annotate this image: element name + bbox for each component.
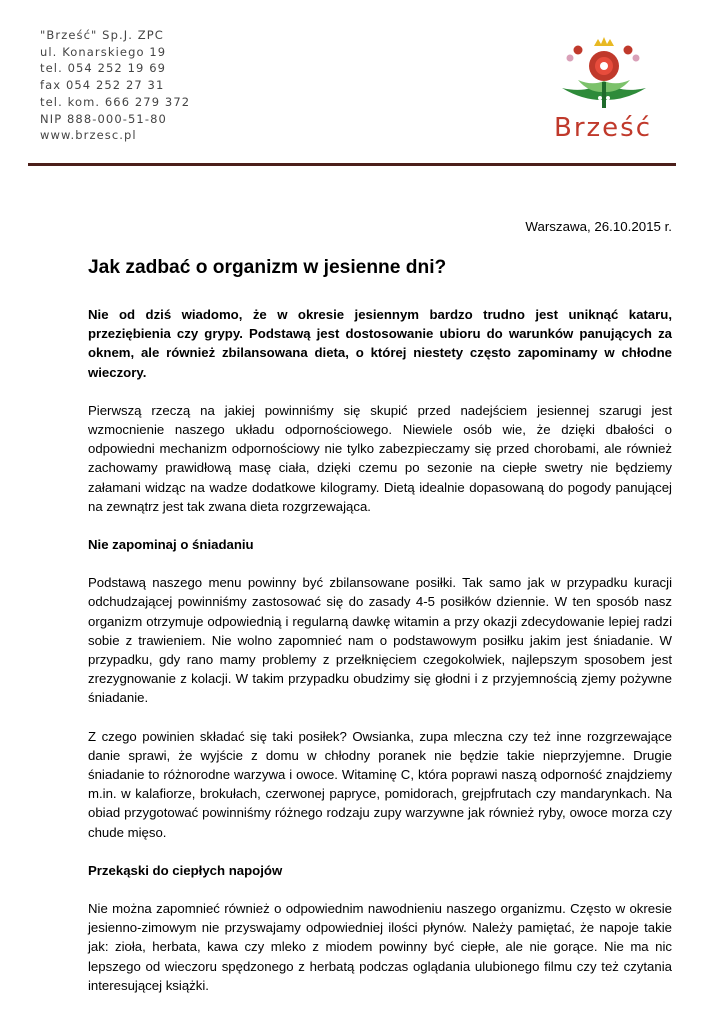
- header-divider: [28, 163, 676, 166]
- company-nip: NIP 888-000-51-80: [40, 111, 167, 126]
- paragraph-2: Podstawą naszego menu powinny być zbilansowane posiłki. Tak samo jak w przypadku kuracji odchudzającej powinniśmy zastosować się do zasady 4-5 posiłków dziennie. W ten sposób nasz organizm otrzymuje odpowiednią i regularną dawkę witamin a przy okazji zdecydowanie lepiej radzi sobie z trawieniem. Nie wolno zapomnieć nam o podstawowym posiłku jakim jest śniadanie. W przypadku, gdy rano mamy problemy z przełknięciem czegokolwiek, najlepszym sposobem jest zrezygnowanie z kolacji. W takim przypadku obudzimy się głodni i z przyjemnością zjemy pożywne śniadanie.: [88, 575, 672, 706]
- company-address: ul. Konarskiego 19: [40, 44, 167, 59]
- letter-date: Warszawa, 26.10.2015 r.: [525, 219, 672, 234]
- paragraph-4: Nie można zapomnieć również o odpowiednim nawodnieniu naszego organizmu. Często w okresie jesienno-zimowym nie przyswajamy odpowiedniej ilości płynów. Należy pamiętać, że napoje takie jak: zioła, herbata, kawa czy mleko z miodem powinny być ciepłe, ale nie gorące. Nie ma nic lepszego od wieczoru spędzonego z herbatą podczas oglądania ulubionego filmu czy też czytania interesującej książki.: [88, 901, 672, 993]
- company-mobile: tel. kom. 666 279 372: [40, 94, 191, 109]
- brzesc-logo: [548, 36, 658, 146]
- article-title: Jak zadbać o organizm w jesienne dni?: [88, 257, 447, 278]
- company-phone: tel. 054 252 19 69: [40, 61, 167, 76]
- section-heading-snacks: Przekąski do ciepłych napojów: [88, 862, 283, 878]
- article-lead: Nie od dziś wiadomo, że w okresie jesiennym bardzo trudno jest uniknąć kataru, przeziębienia czy grypy. Podstawą jest dostosowanie ubioru do warunków panujących za oknem, ale również zbilansowana dieta, o której niestety często zapominamy w chłodne wieczory.: [88, 307, 672, 380]
- article-body: [88, 255, 672, 1014]
- flower-icon: [548, 36, 658, 114]
- paragraph-1: Pierwszą rzeczą na jakiej powinniśmy się skupić przed nadejściem jesiennej szarugi jest wzmocnienie naszego układu odpornościowego. Niewiele osób wie, że dzięki dbałości o odpowiedni mechanizm odpornościowy nie tylko zabezpieczamy się przed chorobami, ale również zachowamy prawidłową masę ciała, dzięki czemu po sezonie na ciepłe swetry nie będziemy załamani widząc na wadze dodatkowe kilogramy. Dietą idealnie dopasowaną do pogody panującej na zewnątrz jest tak zwana dieta rozgrzewająca.: [88, 402, 672, 514]
- company-info: [40, 27, 190, 144]
- company-website: www.brzesc.pl: [40, 128, 137, 143]
- company-fax: fax 054 252 27 31: [40, 78, 165, 93]
- logo-text: Brześć: [553, 113, 652, 143]
- section-heading-breakfast: Nie zapominaj o śniadaniu: [88, 537, 254, 553]
- company-name: "Brześć" Sp.J. ZPC: [40, 28, 164, 42]
- paragraph-3: Z czego powinien składać się taki posiłek? Owsianka, zupa mleczna czy też inne rozgrzewające danie sprawi, że wyjście z domu w chłodny poranek nie będzie takie nieprzyjemne. Drugie śniadanie to różnorodne warzywa i owoce. Witaminę C, która poprawi naszą odporność znajdziemy m.in. w kalafiorze, brokułach, czerwonej papryce, pomidorach, grejpfrutach czy mandarynkach. Na obiad przygotować powinniśmy różnego rodzaju zupy warzywne jak również ryby, owoce morza czy chude mięso.: [88, 728, 672, 840]
